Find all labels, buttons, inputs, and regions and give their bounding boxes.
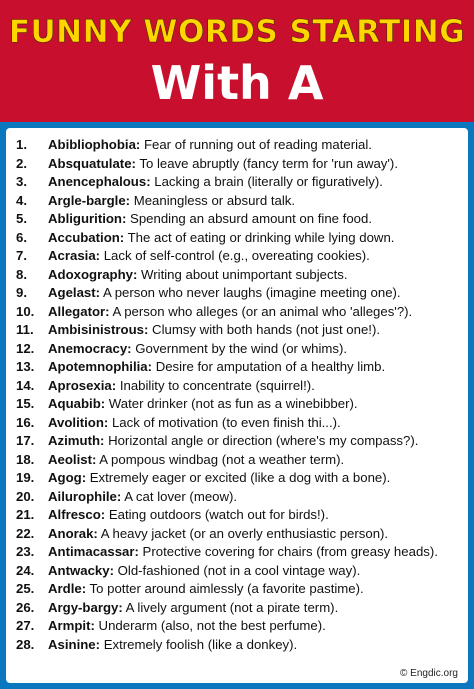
item-definition: A person who never laughs (imagine meeting one). <box>100 285 401 300</box>
list-item <box>6 340 468 359</box>
item-term: Ambisinistrous: <box>48 322 149 337</box>
item-number: 20. <box>16 488 35 504</box>
list-item <box>6 525 468 544</box>
credit-text: © Engdic.org <box>400 668 458 679</box>
item-text <box>48 340 347 359</box>
item-term: Adoxography: <box>48 266 138 282</box>
item-definition: Old-fashioned (not in a cool vintage way). <box>113 562 361 578</box>
item-text <box>48 469 390 488</box>
item-text <box>48 525 388 544</box>
item-term: Agog: <box>48 470 87 485</box>
item-text <box>48 543 438 562</box>
item-number: 5. <box>16 211 27 226</box>
item-text <box>48 562 360 581</box>
item-term: Agelast: <box>48 285 101 300</box>
item-number: 10. <box>16 303 35 319</box>
title-line-1: FUNNY WORDS STARTING <box>8 14 466 50</box>
item-term: Ailurophile: <box>48 488 122 504</box>
item-term: Aprosexia: <box>48 377 117 393</box>
item-number: 12. <box>16 340 35 356</box>
list-item <box>6 155 468 174</box>
item-text <box>48 432 418 451</box>
item-text <box>48 284 401 303</box>
item-term: Azimuth: <box>48 433 105 448</box>
item-definition: Writing about unimportant subjects. <box>137 266 348 282</box>
item-definition: A cat lover (meow). <box>121 488 238 504</box>
item-text <box>48 173 383 192</box>
item-definition: A heavy jacket (or an overly enthusiastic person). <box>97 525 389 541</box>
list-item <box>6 136 468 155</box>
item-term: Ardle: <box>48 581 87 596</box>
item-number: 19. <box>16 470 35 485</box>
item-text <box>48 506 329 525</box>
item-definition: Fear of running out of reading material. <box>140 137 372 152</box>
list-item <box>6 488 468 507</box>
list-item <box>6 210 468 229</box>
item-number: 6. <box>16 229 27 245</box>
item-text <box>48 488 237 507</box>
list-item <box>6 321 468 340</box>
item-number: 15. <box>16 396 35 411</box>
item-definition: To potter around aimlessly (a favorite pastime). <box>86 581 364 596</box>
item-number: 9. <box>16 285 27 300</box>
item-definition: Eating outdoors (watch out for birds!). <box>105 507 329 522</box>
item-text <box>48 617 326 636</box>
item-number: 13. <box>16 359 35 374</box>
item-definition: Government by the wind (or whims). <box>131 340 348 356</box>
item-term: Aquabib: <box>48 396 106 411</box>
list-item <box>6 303 468 322</box>
item-number: 8. <box>16 266 27 282</box>
item-number: 7. <box>16 248 27 263</box>
item-term: Asinine: <box>48 636 101 652</box>
item-text <box>48 192 295 211</box>
item-term: Anencephalous: <box>48 174 151 189</box>
list-item <box>6 284 468 303</box>
item-text <box>48 580 364 599</box>
list-item <box>6 580 468 599</box>
title-line-2: With A <box>150 56 324 110</box>
item-definition: A person who alleges (or an animal who 'alleges'?). <box>109 303 413 319</box>
item-term: Acrasia: <box>48 248 101 263</box>
list-item <box>6 599 468 618</box>
item-number: 14. <box>16 377 35 393</box>
item-term: Abibliophobia: <box>48 137 141 152</box>
item-number: 18. <box>16 451 35 467</box>
item-definition: Extremely foolish (like a donkey). <box>100 636 298 652</box>
item-term: Argy-bargy: <box>48 599 123 615</box>
item-definition: Spending an absurd amount on fine food. <box>126 211 372 226</box>
item-definition: Lack of motivation (to even finish thi...). <box>108 414 341 430</box>
item-number: 22. <box>16 525 35 541</box>
item-term: Anorak: <box>48 525 98 541</box>
list-item <box>6 432 468 451</box>
list-item <box>6 229 468 248</box>
item-number: 17. <box>16 433 35 448</box>
item-term: Anemocracy: <box>48 340 132 356</box>
item-text <box>48 155 398 174</box>
item-definition: To leave abruptly (fancy term for 'run away'). <box>135 155 398 171</box>
item-definition: Water drinker (not as fun as a winebibber). <box>105 396 358 411</box>
list-item <box>6 543 468 562</box>
item-term: Absquatulate: <box>48 155 136 171</box>
item-number: 25. <box>16 581 35 596</box>
item-text <box>48 321 380 340</box>
list-item <box>6 173 468 192</box>
item-text <box>48 266 348 285</box>
item-term: Avolition: <box>48 414 109 430</box>
item-text <box>48 599 338 618</box>
item-text <box>48 136 372 155</box>
list-item <box>6 247 468 266</box>
item-number: 16. <box>16 414 35 430</box>
item-text <box>48 229 394 248</box>
item-term: Allegator: <box>48 303 110 319</box>
item-definition: Lacking a brain (literally or figuratively). <box>150 174 383 189</box>
item-number: 2. <box>16 155 27 171</box>
item-definition: Desire for amputation of a healthy limb. <box>152 359 386 374</box>
list-item <box>6 451 468 470</box>
item-number: 3. <box>16 174 27 189</box>
item-definition: A pompous windbag (not a weather term). <box>96 451 345 467</box>
item-text <box>48 210 372 229</box>
item-number: 28. <box>16 636 35 652</box>
item-term: Apotemnophilia: <box>48 359 153 374</box>
item-number: 11. <box>16 322 34 337</box>
item-definition: Underarm (also, not the best perfume). <box>94 618 326 633</box>
item-definition: Extremely eager or excited (like a dog with a bone). <box>86 470 391 485</box>
item-text <box>48 395 358 414</box>
item-number: 27. <box>16 618 35 633</box>
item-term: Antimacassar: <box>48 544 139 559</box>
item-text <box>48 451 344 470</box>
item-definition: The act of eating or drinking while lying down. <box>124 229 395 245</box>
list-item <box>6 617 468 636</box>
item-definition: Lack of self-control (e.g., overeating cookies). <box>100 248 370 263</box>
item-term: Alfresco: <box>48 507 106 522</box>
list-item <box>6 192 468 211</box>
item-definition: A lively argument (not a pirate term). <box>122 599 339 615</box>
item-term: Abligurition: <box>48 211 127 226</box>
list-item <box>6 266 468 285</box>
item-text <box>48 377 315 396</box>
list-item <box>6 562 468 581</box>
item-definition: Inability to concentrate (squirrel!). <box>116 377 315 393</box>
item-number: 24. <box>16 562 35 578</box>
word-list-card <box>6 128 468 683</box>
list-item <box>6 414 468 433</box>
item-text <box>48 303 412 322</box>
item-text <box>48 247 370 266</box>
item-definition: Clumsy with both hands (not just one!). <box>148 322 381 337</box>
item-number: 1. <box>16 137 27 152</box>
list-item <box>6 377 468 396</box>
item-term: Aeolist: <box>48 451 97 467</box>
title-banner <box>0 0 474 122</box>
list-item <box>6 395 468 414</box>
item-number: 23. <box>16 544 35 559</box>
list-item <box>6 636 468 655</box>
word-list <box>6 136 468 654</box>
item-definition: Protective covering for chairs (from greasy heads). <box>138 544 438 559</box>
item-text <box>48 414 341 433</box>
list-item <box>6 358 468 377</box>
item-term: Antwacky: <box>48 562 114 578</box>
item-definition: Horizontal angle or direction (where's my compass?). <box>104 433 419 448</box>
item-number: 4. <box>16 192 27 208</box>
list-item <box>6 506 468 525</box>
item-text <box>48 636 297 655</box>
list-item <box>6 469 468 488</box>
item-number: 21. <box>16 507 35 522</box>
item-number: 26. <box>16 599 35 615</box>
item-term: Argle-bargle: <box>48 192 131 208</box>
item-text <box>48 358 385 377</box>
item-term: Armpit: <box>48 618 95 633</box>
item-definition: Meaningless or absurd talk. <box>130 192 296 208</box>
item-term: Accubation: <box>48 229 125 245</box>
